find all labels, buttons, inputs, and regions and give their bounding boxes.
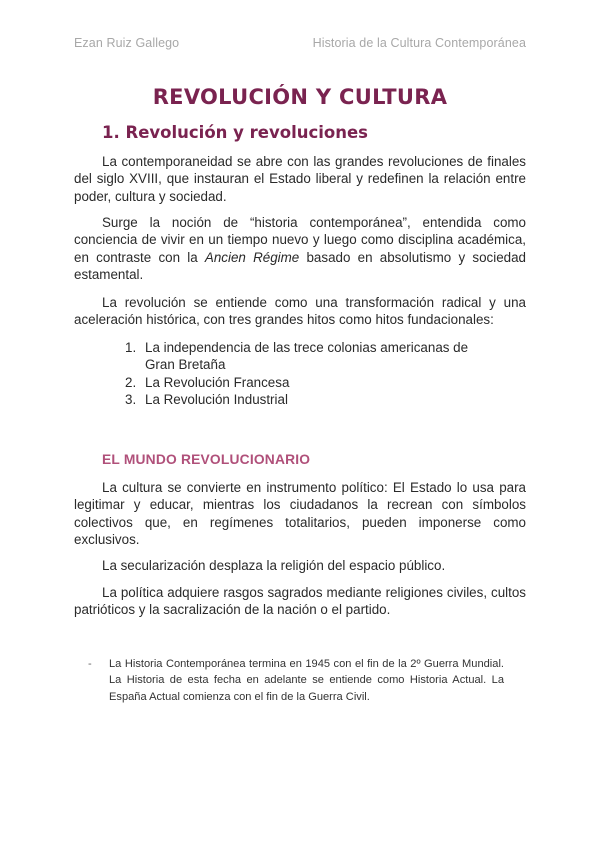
- revolutions-list: [125, 339, 470, 408]
- section1-paragraph-2: [74, 214, 526, 283]
- section1-heading: 1. Revolución y revoluciones: [102, 123, 368, 142]
- section1-paragraph-1: [74, 153, 526, 205]
- list-item-number: 1.: [125, 340, 137, 355]
- section2-paragraph-2: [74, 557, 526, 574]
- list-item: [125, 374, 470, 391]
- section2-paragraph-3-text: La política adquiere rasgos sagrados mediante religiones civiles, cultos patrióticos y la sacralización de la nación o el partido.: [74, 585, 526, 618]
- section1-paragraph-2-text-a: Surge la noción de “historia contemporánea”, entendida como conciencia de vivir en un tiempo nuevo y luego como disciplina académica, en contraste con la: [74, 215, 526, 265]
- section2-paragraph-2-text: La secularización desplaza la religión del espacio público.: [102, 558, 446, 573]
- section2-paragraph-3: [74, 584, 526, 619]
- document-title: REVOLUCIÓN Y CULTURA: [152, 85, 448, 109]
- section1-paragraph-2-text-b: basado en absolutismo y sociedad estamental.: [74, 249, 526, 282]
- list-item: [125, 391, 470, 408]
- list-item-number: 2.: [125, 374, 137, 390]
- bullet-dash: -: [88, 658, 92, 670]
- list-item-text: La Revolución Industrial: [145, 391, 288, 407]
- section1-paragraph-1-text: La contemporaneidad se abre con las grandes revoluciones de finales del siglo XVIII, que instauran el Estado liberal y redefinen la relación entre poder, cultura y sociedad.: [74, 154, 526, 204]
- section1-paragraph-3-text: La revolución se entiende como una transformación radical y una aceleración histórica, con tres grandes hitos como hitos fundacionales:: [74, 295, 526, 328]
- footnote-text: La Historia Contemporánea termina en 1945 con el fin de la 2º Guerra Mundial. La Historia de esta fecha en adelante se entiende como Historia Actual. La España Actual comienza con el fin de la Guerra Civil.: [109, 658, 504, 703]
- header-author: Ezan Ruiz Gallego: [74, 36, 180, 50]
- ancien-regime-italic: Ancien Régime: [204, 249, 300, 265]
- header-subject: Historia de la Cultura Contemporánea: [312, 36, 526, 50]
- page-header: [74, 36, 526, 50]
- section2-paragraph-1: [74, 479, 526, 548]
- list-item-text: La independencia de las trece colonias americanas de Gran Bretaña: [145, 340, 469, 373]
- section2-heading: EL MUNDO REVOLUCIONARIO: [102, 452, 311, 467]
- section2-paragraph-1-text: La cultura se convierte en instrumento político: El Estado lo usa para legitimar y educar, mientras los ciudadanos la recrean con símbolos colectivos que, en regímenes totalitarios, pueden imponerse como exclusivos.: [74, 480, 526, 547]
- footnote-bullet: [88, 656, 504, 705]
- section1-paragraph-3: [74, 294, 526, 329]
- list-item-number: 3.: [125, 391, 137, 407]
- list-item: [125, 339, 470, 374]
- list-item-text: La Revolución Francesa: [145, 374, 290, 390]
